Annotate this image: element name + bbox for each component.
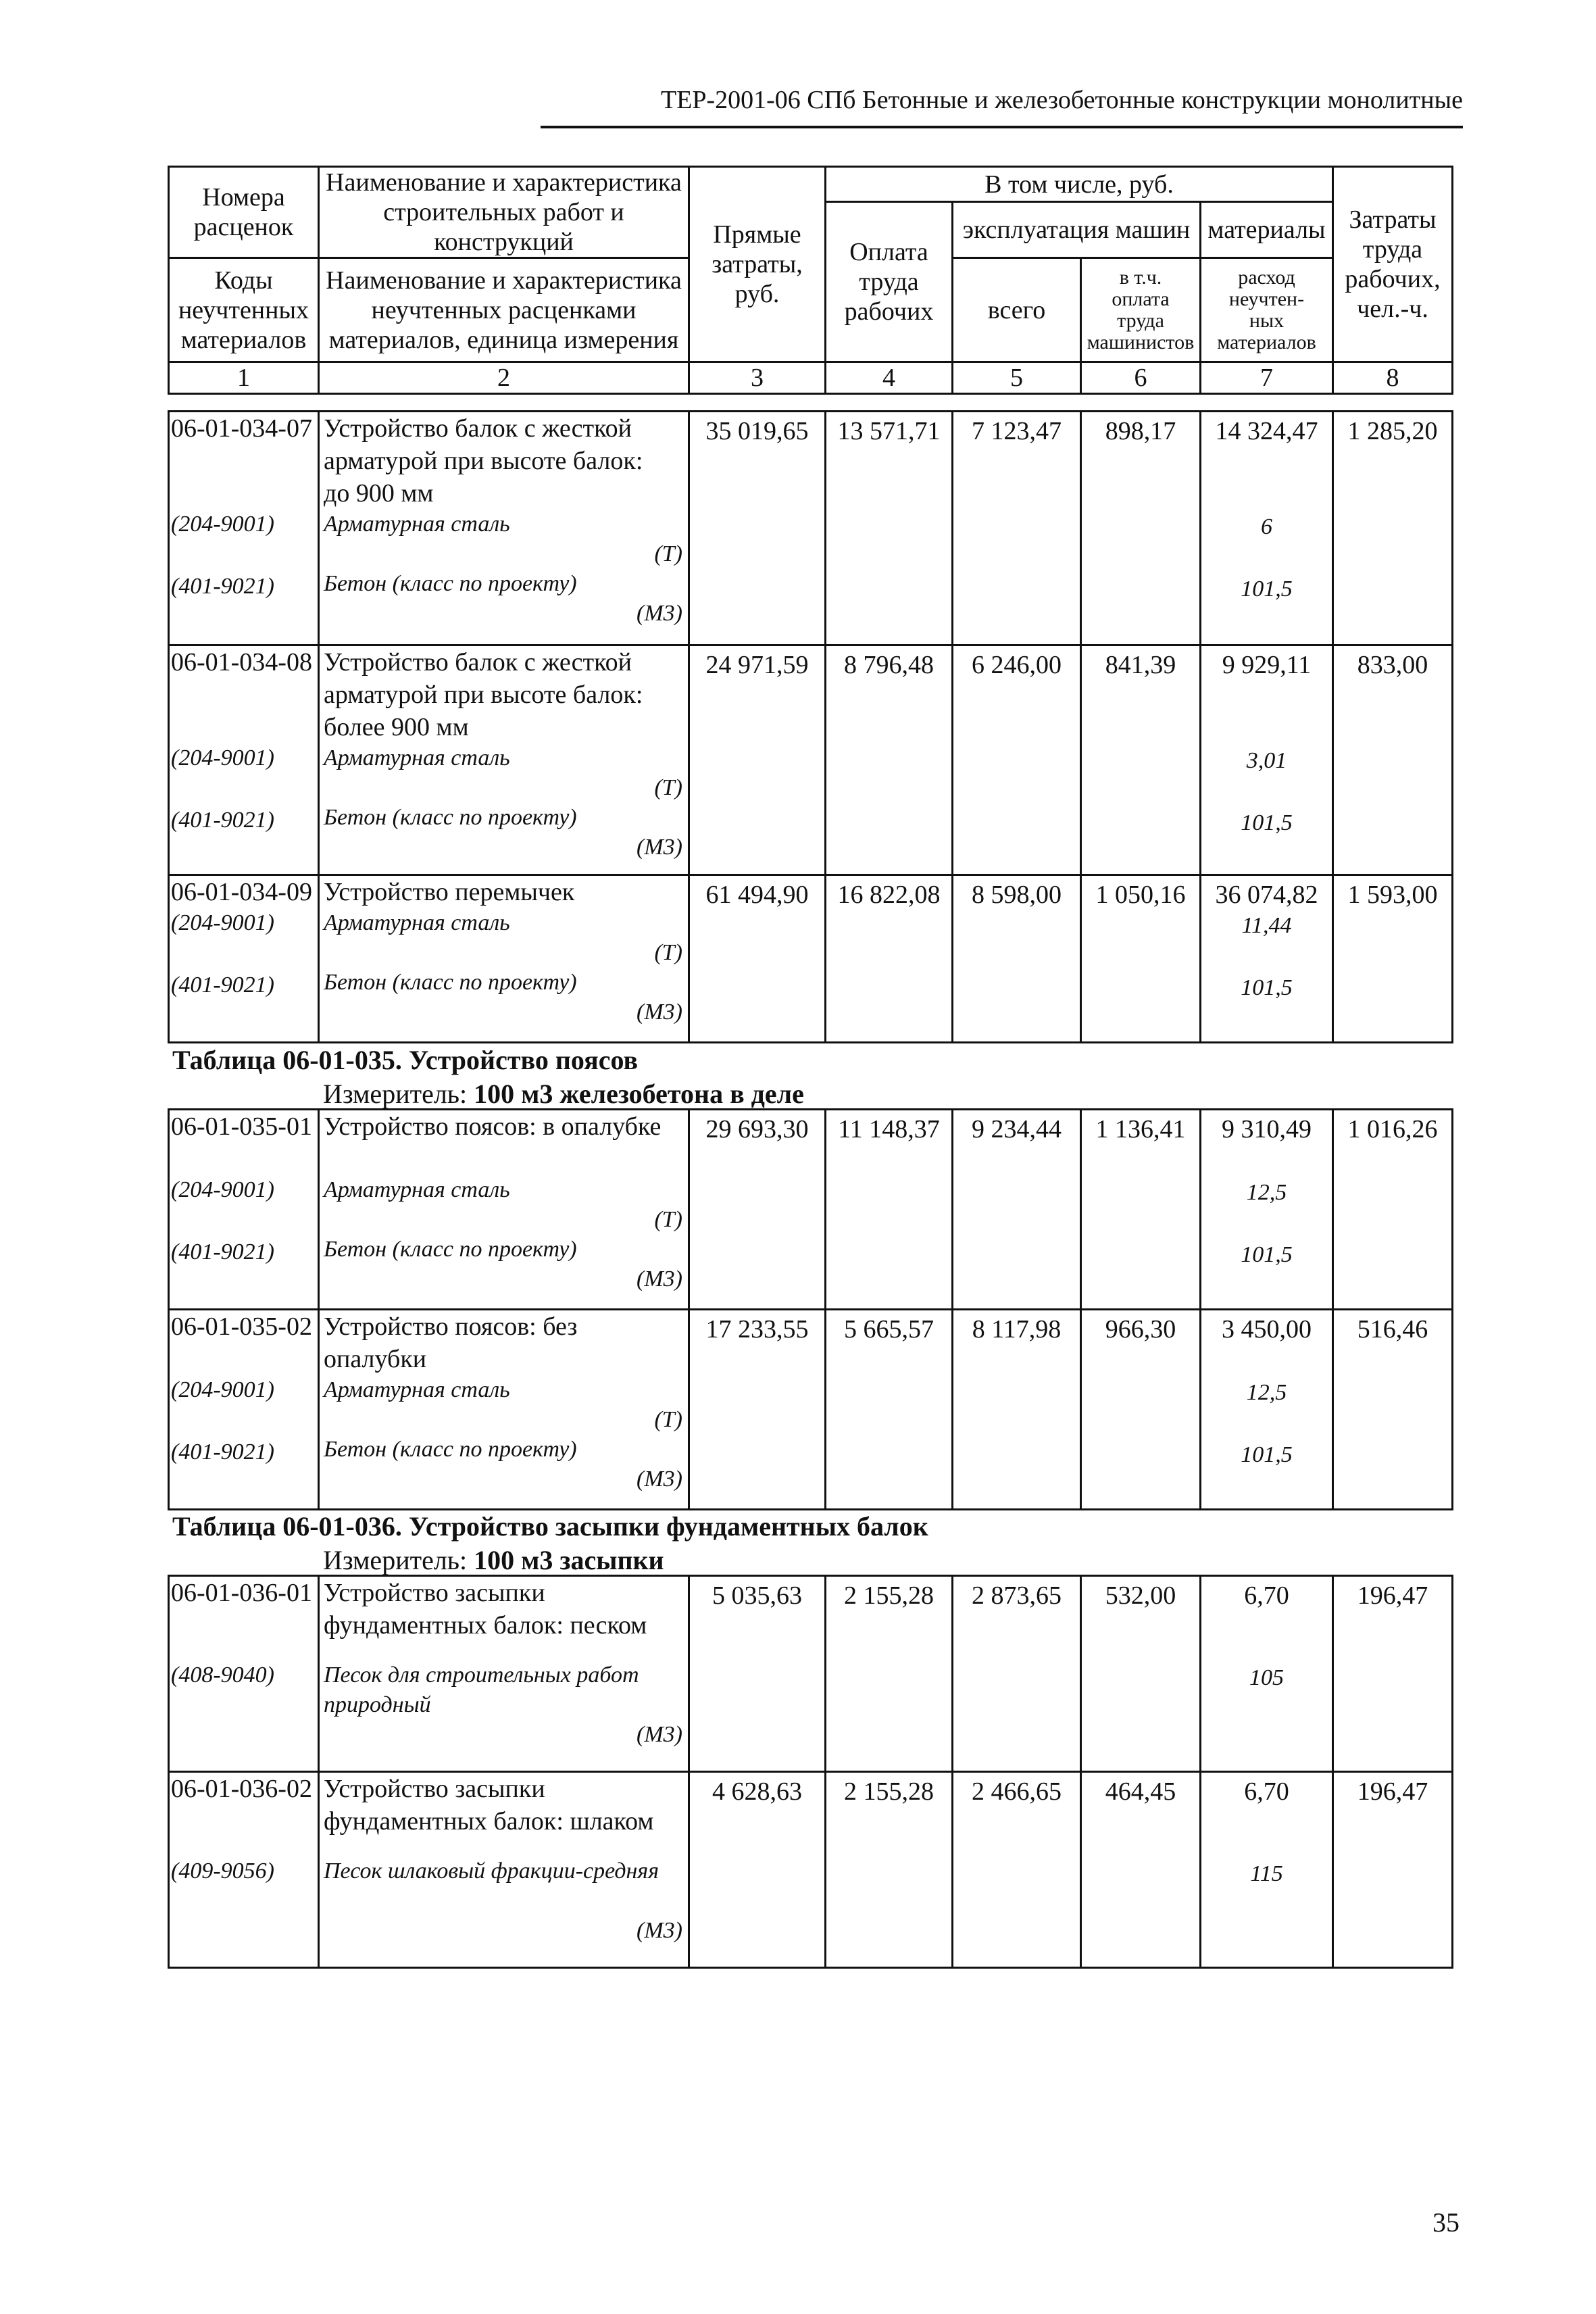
direct-cost: 24 971,59 (689, 645, 826, 875)
machinist-labor-cost: 1 136,41 (1081, 1110, 1201, 1310)
running-header: ТЕР-2001-06 СПб Бетонные и железобетонные конструкции монолитные (660, 86, 1463, 114)
machinist-labor-cost: 464,45 (1081, 1772, 1201, 1968)
rate-name-cell: Устройство перемычек Арматурная сталь (Т) Бетон (класс по проекту) (М3) (319, 875, 689, 1043)
machinist-labor-cost: 532,00 (1081, 1576, 1201, 1772)
rate-name-cell: Устройство поясов: без опалубки Арматурная сталь (Т) Бетон (класс по проекту) (М3) (319, 1310, 689, 1510)
labor-hours: 516,46 (1333, 1310, 1453, 1510)
column-header-table (168, 166, 1453, 395)
direct-cost: 17 233,55 (689, 1310, 826, 1510)
machine-cost: 2 466,65 (953, 1772, 1081, 1968)
labor-cost: 8 796,48 (826, 645, 953, 875)
col5-header: всего (953, 258, 1081, 362)
col7-header: расход неучтен- ных материалов (1201, 258, 1333, 362)
col-num-1: 1 (169, 362, 319, 394)
measure-line-035: Измеритель: 100 м3 железобетона в деле (323, 1079, 804, 1109)
direct-cost: 29 693,30 (689, 1110, 826, 1310)
labor-cost: 2 155,28 (826, 1576, 953, 1772)
col4-header: Оплата труда рабочих (826, 202, 953, 362)
table-row (169, 1310, 1453, 1510)
rate-name-cell: Устройство балок с жесткой арматурой при высоте балок: до 900 мм Арматурная сталь (Т) Бетон (класс по проекту) (М3) (319, 412, 689, 645)
col-num-7: 7 (1201, 362, 1333, 394)
direct-cost: 35 019,65 (689, 412, 826, 645)
materials-cost: 14 324,47 6 101,5 (1201, 412, 1333, 645)
rate-code-cell: 06-01-035-02 (204-9001) (401-9021) (169, 1310, 319, 1510)
col8-header: Затраты труда рабочих, чел.-ч. (1333, 167, 1453, 362)
machines-header: эксплуатация машин (953, 202, 1201, 258)
labor-hours: 196,47 (1333, 1772, 1453, 1968)
rate-code-cell: 06-01-036-02 (409-9056) (169, 1772, 319, 1968)
direct-cost: 4 628,63 (689, 1772, 826, 1968)
machine-cost: 6 246,00 (953, 645, 1081, 875)
materials-cost: 3 450,00 12,5 101,5 (1201, 1310, 1333, 1510)
table-row (169, 645, 1453, 875)
page-number: 35 (1432, 2207, 1460, 2238)
machine-cost: 9 234,44 (953, 1110, 1081, 1310)
table-row (169, 875, 1453, 1043)
labor-cost: 2 155,28 (826, 1772, 953, 1968)
materials-cost: 36 074,82 11,44 101,5 (1201, 875, 1333, 1043)
rate-code-cell: 06-01-035-01 (204-9001) (401-9021) (169, 1110, 319, 1310)
labor-hours: 1 016,26 (1333, 1110, 1453, 1310)
rate-name-cell: Устройство засыпки фундаментных балок: шлаком Песок шлаковый фракции-средняя (М3) (319, 1772, 689, 1968)
materials-header: материалы (1201, 202, 1333, 258)
materials-cost: 9 310,49 12,5 101,5 (1201, 1110, 1333, 1310)
col-num-4: 4 (826, 362, 953, 394)
labor-cost: 5 665,57 (826, 1310, 953, 1510)
table-caption-036: Таблица 06-01-036. Устройство засыпки фундаментных балок (172, 1511, 928, 1542)
rates-table-034 (168, 410, 1453, 1043)
rates-table-036 (168, 1575, 1453, 1969)
machinist-labor-cost: 841,39 (1081, 645, 1201, 875)
labor-hours: 1 593,00 (1333, 875, 1453, 1043)
col2-bottom-header: Наименование и характеристика неучтенных расценками материалов, единица измерения (319, 258, 689, 362)
machinist-labor-cost: 966,30 (1081, 1310, 1201, 1510)
col-num-2: 2 (319, 362, 689, 394)
machinist-labor-cost: 1 050,16 (1081, 875, 1201, 1043)
col1-bottom-header: Коды неучтенных материалов (169, 258, 319, 362)
rate-name-cell: Устройство балок с жесткой арматурой при высоте балок: более 900 мм Арматурная сталь (Т) Бетон (класс по проекту) (М3) (319, 645, 689, 875)
rate-code-cell: 06-01-034-08 (204-9001) (401-9021) (169, 645, 319, 875)
direct-cost: 61 494,90 (689, 875, 826, 1043)
labor-hours: 833,00 (1333, 645, 1453, 875)
rate-code-cell: 06-01-036-01 (408-9040) (169, 1576, 319, 1772)
labor-cost: 16 822,08 (826, 875, 953, 1043)
incl-header: В том числе, руб. (826, 167, 1333, 202)
labor-cost: 13 571,71 (826, 412, 953, 645)
rate-code-cell: 06-01-034-09 (204-9001) (401-9021) (169, 875, 319, 1043)
col-num-5: 5 (953, 362, 1081, 394)
materials-cost: 9 929,11 3,01 101,5 (1201, 645, 1333, 875)
materials-cost: 6,70 115 (1201, 1772, 1333, 1968)
col1-top-header: Номера расценок (169, 167, 319, 258)
table-row (169, 1772, 1453, 1968)
table-row (169, 1110, 1453, 1310)
header-rule (541, 126, 1463, 128)
col6-header: в т.ч. оплата труда машинистов (1081, 258, 1201, 362)
table-row (169, 1576, 1453, 1772)
table-caption-035: Таблица 06-01-035. Устройство поясов (172, 1045, 639, 1075)
materials-cost: 6,70 105 (1201, 1576, 1333, 1772)
col2-top-header: Наименование и характеристика строительных работ и конструкций (319, 167, 689, 258)
col-num-3: 3 (689, 362, 826, 394)
col3-header: Прямые затраты, руб. (689, 167, 826, 362)
measure-line-036: Измеритель: 100 м3 засыпки (323, 1545, 664, 1575)
labor-cost: 11 148,37 (826, 1110, 953, 1310)
table-row (169, 412, 1453, 645)
col-num-6: 6 (1081, 362, 1201, 394)
labor-hours: 196,47 (1333, 1576, 1453, 1772)
machine-cost: 8 598,00 (953, 875, 1081, 1043)
rate-name-cell: Устройство засыпки фундаментных балок: песком Песок для строительных работ природный (М3) (319, 1576, 689, 1772)
machine-cost: 8 117,98 (953, 1310, 1081, 1510)
machine-cost: 7 123,47 (953, 412, 1081, 645)
direct-cost: 5 035,63 (689, 1576, 826, 1772)
rates-table-035 (168, 1108, 1453, 1510)
machine-cost: 2 873,65 (953, 1576, 1081, 1772)
labor-hours: 1 285,20 (1333, 412, 1453, 645)
machinist-labor-cost: 898,17 (1081, 412, 1201, 645)
rate-name-cell: Устройство поясов: в опалубке Арматурная сталь (Т) Бетон (класс по проекту) (М3) (319, 1110, 689, 1310)
col-num-8: 8 (1333, 362, 1453, 394)
rate-code-cell: 06-01-034-07 (204-9001) (401-9021) (169, 412, 319, 645)
